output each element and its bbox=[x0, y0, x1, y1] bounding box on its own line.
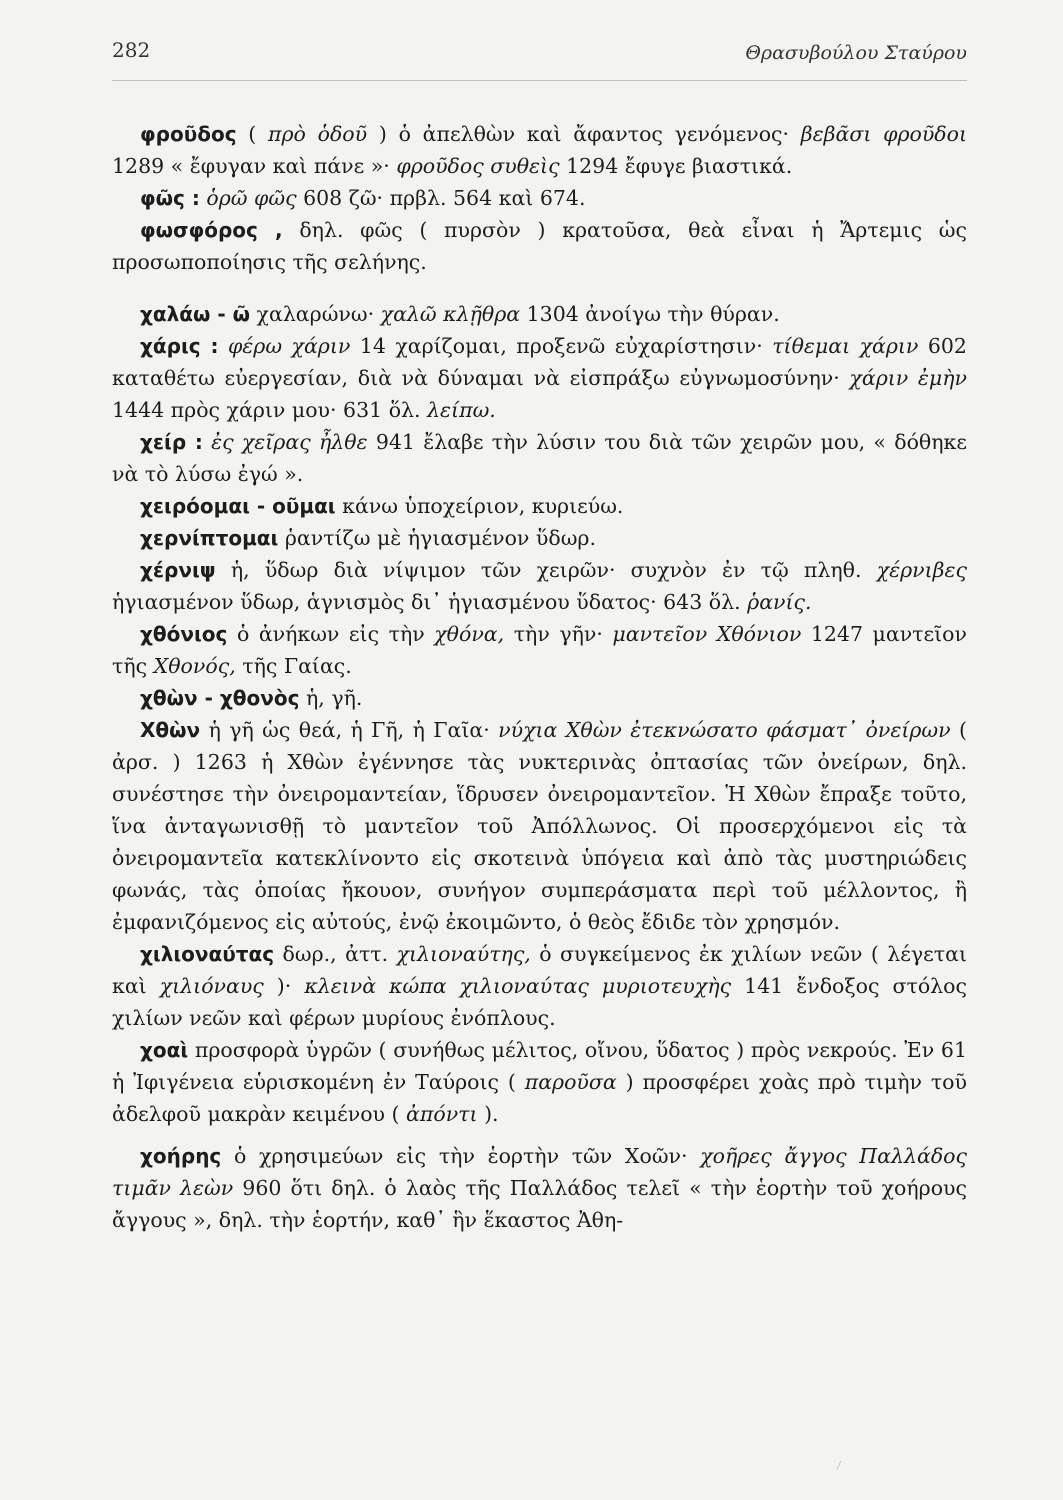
entry-text: 960 ὅτι δηλ. ὁ λαὸς τῆς Παλλάδος τελεῖ « τὴν ἑορτὴν τοῦ χοήρους ἄγγους », δηλ. τὴν ἑορτήν, καθ᾽ ἣν ἕκαστος Ἀθη- bbox=[112, 1176, 967, 1232]
entry-text: ἡ γῆ ὡς θεά, ἡ Γῆ, ἡ Γαῖα· bbox=[200, 718, 499, 742]
entry-text: ῥαντίζω μὲ ἡγιασμένον ὕδωρ. bbox=[278, 526, 597, 550]
entry-citation: φροῦδος συθεὶς bbox=[396, 154, 560, 178]
entry-citation: μαντεῖον Χθόνιον bbox=[612, 622, 802, 646]
entry-text: 602 καταθέτω εὐεργεσίαν, διὰ νὰ δύναμαι νὰ εἰσπράξω εὐγνωμοσύνην· bbox=[112, 334, 967, 390]
glossary-entry bbox=[112, 1140, 967, 1236]
entry-citation: χιλιοναύτης, bbox=[396, 942, 531, 966]
glossary-entry bbox=[112, 214, 967, 278]
entry-text: ). bbox=[477, 1102, 499, 1126]
glossary-entry bbox=[112, 490, 967, 522]
running-head: Θρασυβούλου Σταύρου bbox=[745, 42, 967, 64]
glossary-entry bbox=[112, 554, 967, 618]
entry-citation: ἐς χεῖρας ἦλθε bbox=[211, 430, 368, 454]
entry-headword: χοήρης bbox=[140, 1144, 222, 1168]
entry-text: 1289 « ἔφυγαν καὶ πάνε »· bbox=[112, 154, 397, 178]
entry-headword: χιλιοναύτας bbox=[140, 942, 275, 966]
glossary-entry bbox=[112, 330, 967, 426]
entry-text: 941 ἔλαβε τὴν λύσιν του διὰ τῶν χειρῶν μου, « δόθηκε νὰ τὸ λύσω ἐγώ ». bbox=[112, 430, 967, 486]
entry-citation: νύχια Χθὼν ἐτεκνώσατο φάσματ᾽ ὀνείρων bbox=[498, 718, 951, 742]
entry-citation: πρὸ ὁδοῦ bbox=[268, 122, 368, 146]
entry-text: 141 ἔνδοξος στόλος χιλίων νεῶν καὶ φέρων μυρίους ἐνόπλους. bbox=[112, 974, 967, 1030]
entry-headword: Χθὼν bbox=[140, 718, 201, 742]
entry-headword: φωσφόρος , bbox=[140, 218, 283, 242]
entry-citation: Χθονός, bbox=[153, 654, 236, 678]
entry-headword: χάρις : bbox=[140, 334, 219, 358]
page-number: 282 bbox=[112, 38, 151, 62]
entry-citation: χοῆρες ἄγγος Παλλάδος τιμᾶν λεὼν bbox=[112, 1144, 968, 1200]
entry-headword: φῶς : bbox=[140, 186, 200, 210]
entry-text: προσφορὰ ὑγρῶν ( συνήθως μέλιτος, οἴνου, ὕδατος ) πρὸς νεκρούς. Ἐν 61 ἡ Ἰφιγένεια εὑρισκομένη ἐν Ταύροις ( bbox=[112, 1038, 967, 1094]
pen-mark bbox=[836, 1461, 848, 1474]
glossary-entry bbox=[112, 714, 967, 938]
entry-text: )· bbox=[263, 974, 305, 998]
entry-citation: ῥανίς. bbox=[747, 590, 812, 614]
entry-headword: χερνίπτομαι bbox=[140, 526, 279, 550]
entry-text: 1294 ἔφυγε βιαστικά. bbox=[559, 154, 793, 178]
glossary-entry bbox=[112, 938, 967, 1034]
entry-text: ἡγιασμένον ὕδωρ, ἁγνισμὸς δι᾽ ἡγιασμένου ὕδατος· 643 ὅλ. bbox=[112, 590, 748, 614]
glossary-body bbox=[112, 118, 967, 1236]
entry-citation: λείπω. bbox=[427, 398, 496, 422]
entry-citation: χιλιόναυς bbox=[159, 974, 264, 998]
entry-text: 1444 πρὸς χάριν μου· 631 ὅλ. bbox=[112, 398, 428, 422]
entry-citation: χαλῶ κλῇθρα bbox=[380, 302, 521, 326]
entry-citation: χθόνα, bbox=[434, 622, 505, 646]
entry-text: κάνω ὑποχείριον, κυριεύω. bbox=[335, 494, 624, 518]
entry-text: τὴν γῆν· bbox=[504, 622, 613, 646]
entry-citation: παροῦσα bbox=[524, 1070, 617, 1094]
entry-text: 1304 ἀνοίγω τὴν θύραν. bbox=[520, 302, 780, 326]
glossary-entry bbox=[112, 182, 967, 214]
entry-text: ὁ ἀνήκων εἰς τὴν bbox=[227, 622, 435, 646]
entry-text: χαλαρώνω· bbox=[250, 302, 381, 326]
entry-citation: χέρνιβες bbox=[876, 558, 967, 582]
glossary-entry bbox=[112, 118, 967, 182]
entry-text: 608 ζῶ· πρβλ. 564 καὶ 674. bbox=[296, 186, 586, 210]
header-rule bbox=[112, 80, 967, 81]
entry-text: δωρ., ἀττ. bbox=[274, 942, 397, 966]
entry-text: ) προσφέρει χοὰς πρὸ τιμὴν τοῦ ἀδελφοῦ μακρὰν κειμένου ( bbox=[112, 1070, 967, 1126]
glossary-entry bbox=[112, 298, 967, 330]
entry-text bbox=[203, 430, 211, 454]
entry-headword: χθὼν - χθονὸς bbox=[140, 686, 300, 710]
entry-headword: φροῦδος bbox=[140, 122, 237, 146]
page-header bbox=[112, 38, 967, 72]
entry-text: δηλ. φῶς ( πυρσὸν ) κρατοῦσα, θεὰ εἶναι ἡ Ἄρτεμις ὡς προσωποποίησις τῆς σελήνης. bbox=[112, 218, 967, 274]
entry-text: ὁ χρησιμεύων εἰς τὴν ἑορτὴν τῶν Χοῶν· bbox=[221, 1144, 701, 1168]
entry-text: ( ἀρσ. ) 1263 ἡ Χθὼν ἐγέννησε τὰς νυκτερινὰς ὀπτασίας τῶν ὀνείρων, δηλ. συνέστησε τὴν ὀνειρομαντείαν, ἵδρυσεν ὀνειρομαντεῖον. Ἡ Χθὼν ἔπραξε τοῦτο, ἵνα ἀνταγωνισθῇ τὸ μαντεῖον τοῦ Ἀπόλλωνος. Οἱ προσερχόμενοι εἰς τὰ ὀνειρομαντεῖα κατεκλίνοντο εἰς σκοτεινὰ ὑπόγεια καὶ ἀπὸ τὰς μυστηριώδεις φωνάς, τὰς ὁποίας ἤκουον, συνήγον συμπεράσματα περὶ τοῦ μέλλοντος, ἢ ἐμφανιζόμενος εἰς αὐτούς, ἐνῷ ἐκοιμῶντο, ὁ θεὸς ἔδιδε τὸν χρησμόν. bbox=[112, 718, 968, 934]
entry-headword: χείρ : bbox=[140, 430, 203, 454]
entry-text: τῆς Γαίας. bbox=[235, 654, 352, 678]
entry-citation: τίθεμαι χάριν bbox=[772, 334, 919, 358]
glossary-entry bbox=[112, 522, 967, 554]
entry-headword: χέρνιψ bbox=[140, 558, 216, 582]
entry-headword: χαλάω - ῶ bbox=[140, 302, 251, 326]
glossary-entry bbox=[112, 426, 967, 490]
entry-text: ὁ συγκείμενος ἐκ χιλίων νεῶν ( λέγεται καὶ bbox=[112, 942, 968, 998]
entry-text: 14 χαρίζομαι, προξενῶ εὐχαρίστησιν· bbox=[350, 334, 773, 358]
entry-text: ἡ, γῆ. bbox=[299, 686, 363, 710]
glossary-entry bbox=[112, 682, 967, 714]
glossary-entry bbox=[112, 618, 967, 682]
entry-citation: κλεινὰ κώπα χιλιοναύτας μυριοτευχὴς bbox=[304, 974, 732, 998]
entry-headword: χειρόομαι - οῦμαι bbox=[140, 494, 336, 518]
entry-text: ἡ, ὕδωρ διὰ νίψιμον τῶν χειρῶν· συχνὸν ἐν τῷ πληθ. bbox=[215, 558, 877, 582]
entry-headword: χθόνιος bbox=[140, 622, 228, 646]
entry-citation: ἀπόντι bbox=[406, 1102, 478, 1126]
entry-headword: χοαὶ bbox=[140, 1038, 189, 1062]
entry-text: ( bbox=[236, 122, 269, 146]
entry-text bbox=[219, 334, 228, 358]
entry-text: 1247 μαντεῖον τῆς bbox=[112, 622, 967, 678]
entry-citation: χάριν ἐμὴν bbox=[849, 366, 967, 390]
entry-text: ) ὁ ἀπελθὼν καὶ ἄφαντος γενόμενος· bbox=[367, 122, 801, 146]
entry-citation: ὁρῶ φῶς bbox=[206, 186, 297, 210]
entry-citation: βεβᾶσι φροῦδοι bbox=[800, 122, 968, 146]
glossary-entry bbox=[112, 1034, 967, 1130]
entry-citation: φέρω χάριν bbox=[227, 334, 351, 358]
